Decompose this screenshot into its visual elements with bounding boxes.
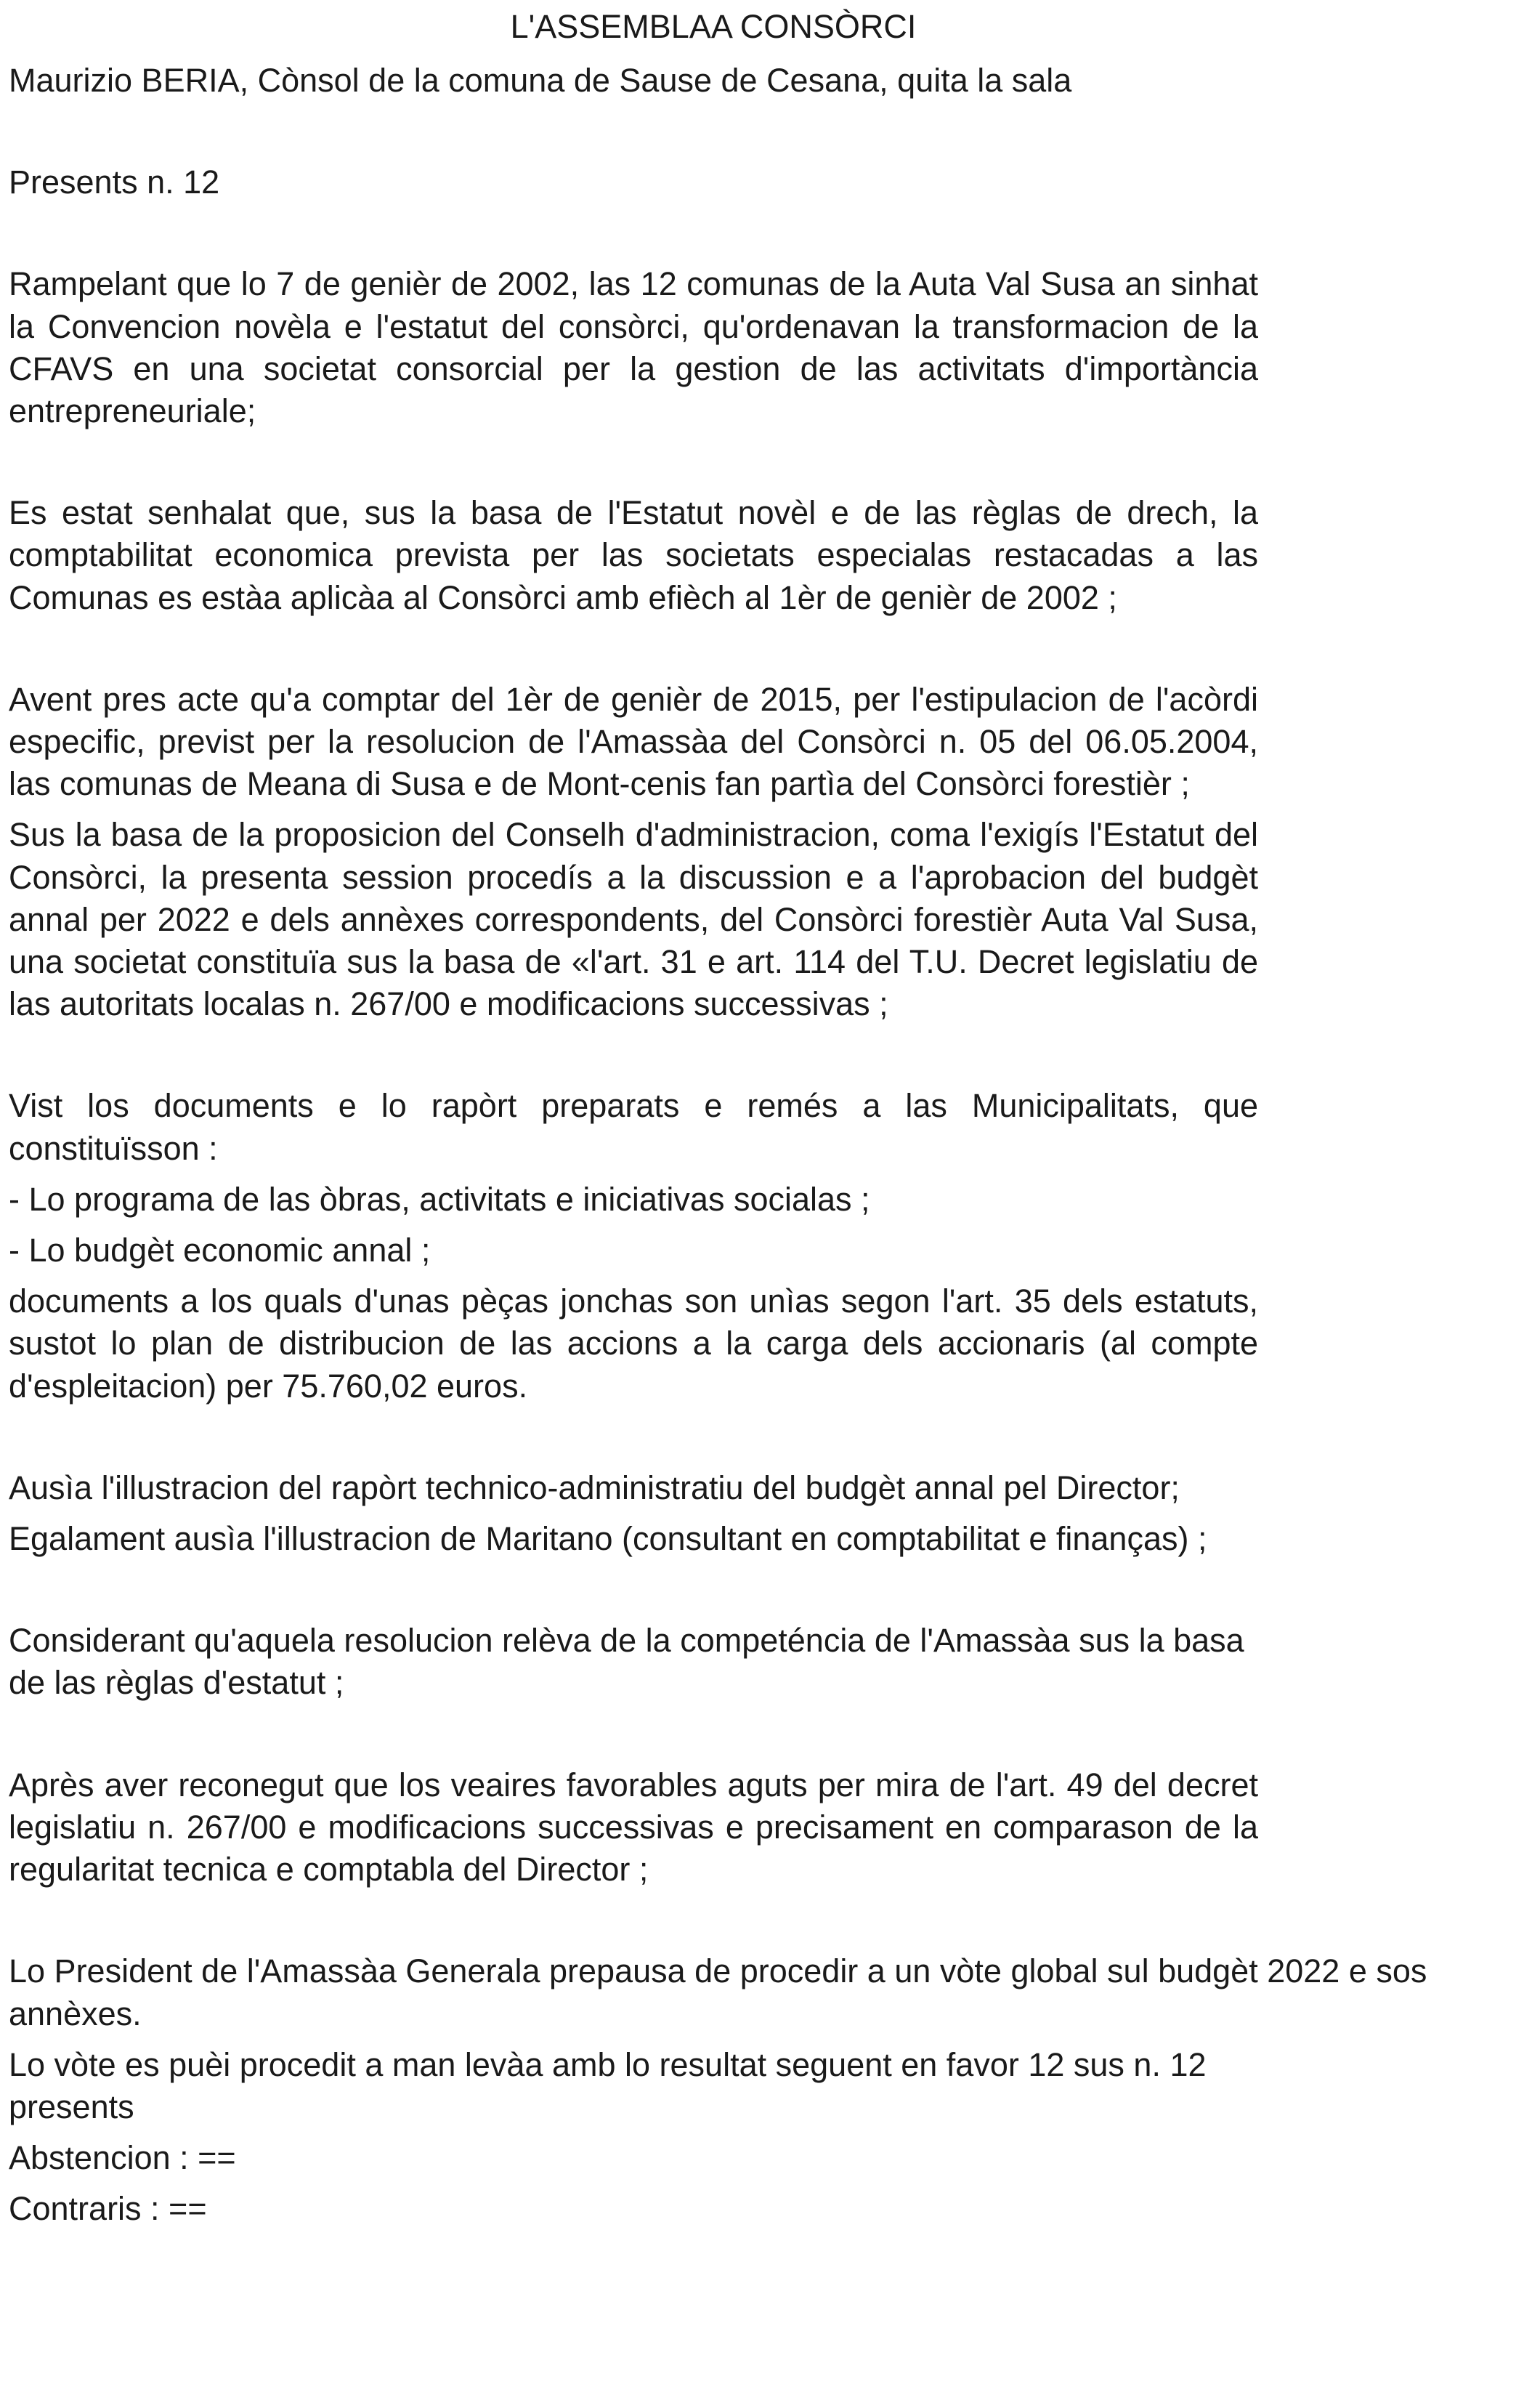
paragraph-documents-annexed: documents a los quals d'unas pèças jonchas son unìas segon l'art. 35 dels estatuts, sustot lo plan de distribucion de las accions a la carga dels accionaris (al compte d'espleitacion) per 75.760,02 euros. [9,1282,1258,1405]
paragraph-after-acknowledging: Après aver reconegut que los veaires favorables aguts per mira de l'art. 49 del decret legislatiu n. 267/00 e modificacions successivas e precisament en comparason de la regularitat tecnica e comptabla del Director ; [9,1766,1258,1888]
paragraph-proposal: Sus la basa de la proposicion del Conselh d'administracion, coma l'exigís l'Estatut del Consòrci, la presenta session procedís a la discussion e a l'aprobacion del budgèt annal per 2022 e dels annèxes correspondents, del Consòrci forestièr Auta Val Susa, una societat constituïa sus la basa de «l'art. 31 e art. 114 del T.U. Decret legislatiu de las autoritats localas n. 267/00 e modificacions successivas ; [9,816,1258,1023]
list-item-budget: - Lo budgèt economic annal ; [9,1232,431,1269]
paragraph-vote-result: Lo vòte es puèi procedit a man levàa amb lo resultat seguent en favor 12 sus n. 12 presents [9,2045,1207,2125]
paragraph-director-report: Ausìa l'illustracion del rapòrt technico-administratiu del budgèt annal pel Director; [9,1468,1180,1506]
paragraph-consultant-report: Egalament ausìa l'illustracion de Maritano (consultant en comptabilitat e finanças) ; [9,1520,1207,1558]
paragraph-present-count: Presents n. 12 [9,163,220,201]
document-body [9,0,1427,2231]
paragraph-recalling: Rampelant que lo 7 de genièr de 2002, las 12 comunas de la Auta Val Susa an sinhat la Convencion novèla e l'estatut del consòrci, qu'ordenavan la transformacion de la CFAVS en una societat consorcial per la gestion de las activitats d'importància entrepreneuriale; [9,265,1258,430]
paragraph-considering: Considerant qu'aquela resolucion relèva de la competéncia de l'Amassàa sus la basa de las règlas d'estatut ; [9,1622,1244,1702]
paragraph-consol-leaves: Maurizio BERIA, Cònsol de la comuna de Sause de Cesana, quita la sala [9,62,1072,99]
document-title-text: L'ASSEMBLAA CONSÒRCI [510,8,917,45]
paragraph-against: Contraris : == [9,2190,207,2228]
paragraph-having-acknowledged: Avent pres acte qu'a comptar del 1èr de genièr de 2015, per l'estipulacion de l'acòrdi especific, previst per la resolucion de l'Amassàa del Consòrci n. 05 del 06.05.2004, las comunas de Meana di Susa e de Mont-cenis fan partìa del Consòrci forestièr ; [9,680,1258,803]
paragraph-noted: Es estat senhalat que, sus la basa de l'Estatut novèl e de las règlas de drech, la comptabilitat economica prevista per las societats especialas restacadas a las Comunas es estàa aplicàa al Consòrci amb efièch al 1èr de genièr de 2002 ; [9,494,1258,616]
paragraph-seen-documents: Vist los documents e lo rapòrt preparats e remés a las Municipalitats, que constituïsson : [9,1087,1258,1167]
list-item-program: - Lo programa de las òbras, activitats e iniciativas socialas ; [9,1180,870,1218]
paragraph-president-proposes: Lo President de l'Amassàa Generala prepausa de procedir a un vòte global sul budgèt 2022 e sos annèxes. [9,1952,1427,2032]
paragraph-abstentions: Abstencion : == [9,2139,236,2177]
